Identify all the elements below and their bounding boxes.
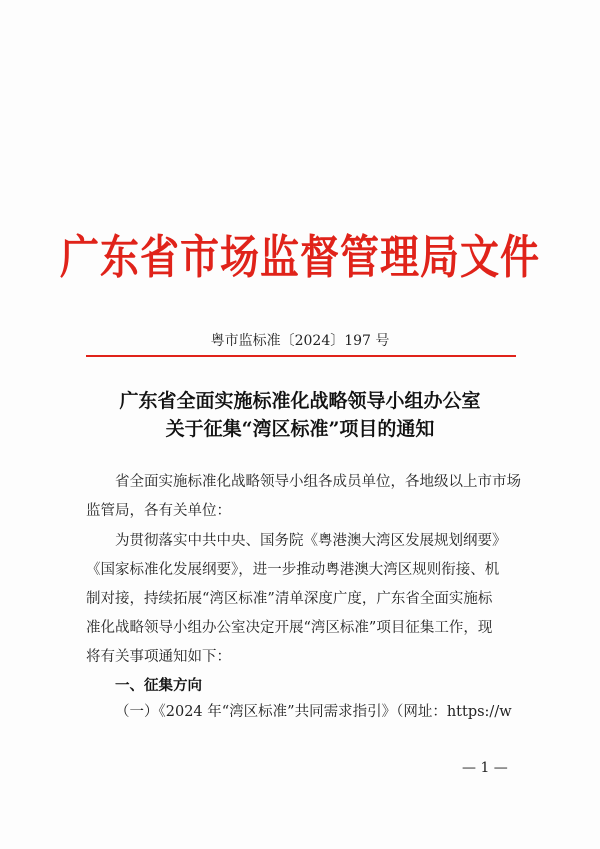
item-line: （一）《2024 年“湾区标准”共同需求指引》（网址：https://w [115, 704, 512, 720]
body-line: 《国家标准化发展纲要》，进一步推动粤港澳大湾区规则衔接、机 [86, 562, 500, 578]
body-line: 准化战略领导小组办公室决定开展“湾区标准”项目征集工作，现 [86, 620, 493, 636]
body-line: 将有关事项通知如下： [86, 649, 231, 665]
issuing-authority-header: 广东省市场监督管理局文件 [59, 231, 540, 285]
body-line: 制对接，持续拓展“湾区标准”清单深度广度，广东省全面实施标 [86, 591, 493, 607]
document-title-line-1: 广东省全面实施标准化战略领导小组办公室 [119, 390, 481, 412]
addressee-line: 省全面实施标准化战略领导小组各成员单位，各地级以上市市场 [115, 474, 521, 490]
red-divider-line [86, 355, 516, 357]
addressee-line: 监管局，各有关单位： [86, 503, 231, 519]
page-number: — 1 — [462, 760, 508, 776]
body-line: 为贯彻落实中共中央、国务院《粤港澳大湾区发展规划纲要》 [115, 533, 507, 549]
section-heading: 一、征集方向 [115, 678, 202, 694]
document-title-line-2: 关于征集“湾区标准”项目的通知 [165, 418, 435, 440]
document-number: 粤市监标准〔2024〕197 号 [210, 333, 390, 349]
body-paragraph [86, 527, 521, 672]
item-paragraph [86, 698, 521, 727]
addressee-paragraph [86, 468, 521, 526]
